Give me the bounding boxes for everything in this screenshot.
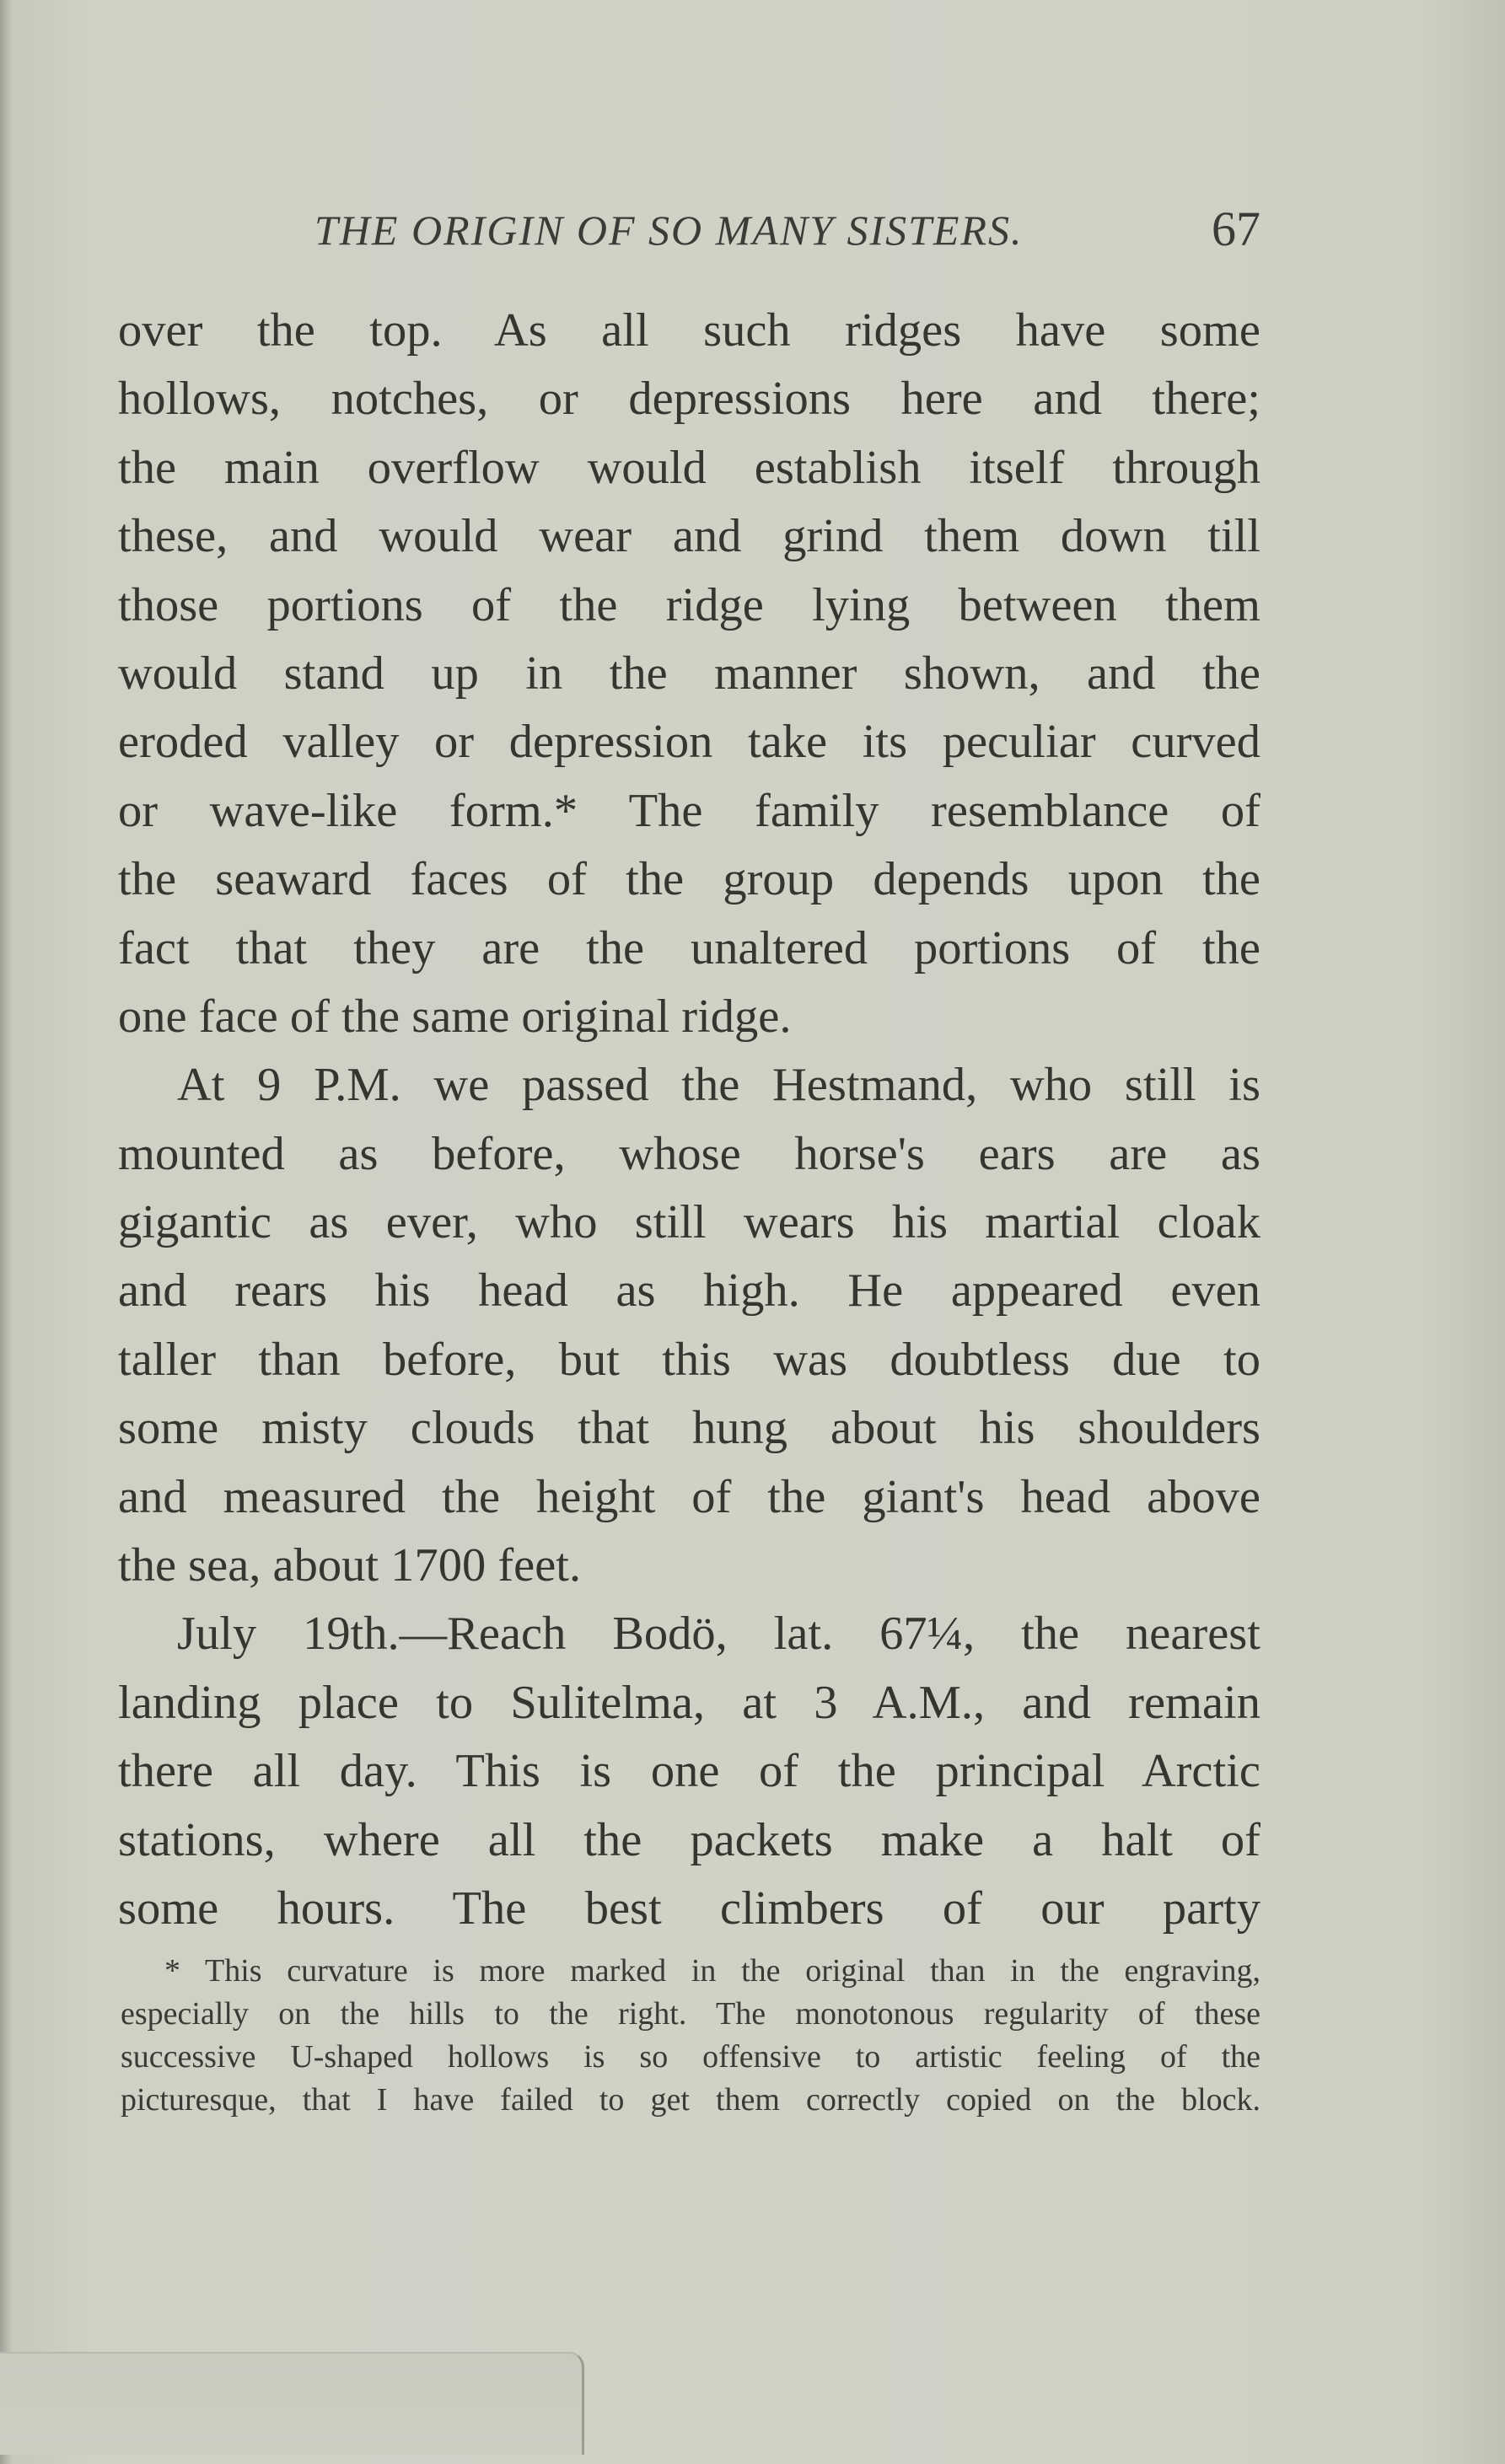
- footnote-line: successive U-shaped hollows is so offensive to artistic feeling of the: [121, 2039, 1260, 2075]
- body-line: eroded valley or depression take its peculiar curved: [118, 716, 1260, 769]
- body-line: hollows, notches, or depressions here and there;: [118, 373, 1260, 426]
- footnote-line: picturesque, that I have failed to get them correctly copied on the block.: [121, 2082, 1260, 2118]
- body-line: some hours. The best climbers of our party: [118, 1882, 1260, 1935]
- body-line: over the top. As all such ridges have some: [118, 304, 1260, 357]
- footnote: [121, 1950, 1260, 2122]
- body-line: or wave-like form.* The family resemblance of: [118, 784, 1260, 837]
- body-line: and measured the height of the giant's head above: [118, 1470, 1260, 1523]
- body-line: and rears his head as high. He appeared even: [118, 1264, 1260, 1318]
- page-fold-mark: [0, 2352, 584, 2455]
- body-line: gigantic as ever, who still wears his martial cloak: [118, 1196, 1260, 1249]
- body-line: the seaward faces of the group depends upon the: [118, 853, 1260, 906]
- body-line: the main overflow would establish itself through: [118, 441, 1260, 494]
- footnote-line: especially on the hills to the right. The monotonous regularity of these: [121, 1996, 1260, 2032]
- body-line: July 19th.—Reach Bodö, lat. 67¼, the nearest: [177, 1608, 1260, 1661]
- body-line: there all day. This is one of the principal Arctic: [118, 1745, 1260, 1798]
- footnote-line: * This curvature is more marked in the original than in the engraving,: [164, 1953, 1260, 1989]
- page-number: 67: [1212, 201, 1260, 256]
- body-line: landing place to Sulitelma, at 3 A.M., and remain: [118, 1676, 1260, 1729]
- body-line: the sea, about 1700 feet.: [118, 1539, 582, 1592]
- running-title: THE ORIGIN OF SO MANY SISTERS.: [314, 207, 1024, 254]
- body-line: one face of the same original ridge.: [118, 990, 792, 1043]
- body-line: these, and would wear and grind them down till: [118, 510, 1260, 563]
- body-line: mounted as before, whose horse's ears are as: [118, 1127, 1260, 1180]
- body-line: fact that they are the unaltered portions of the: [118, 921, 1260, 974]
- body-line: would stand up in the manner shown, and the: [118, 647, 1260, 700]
- running-head: [118, 201, 1260, 268]
- body-line: some misty clouds that hung about his shoulders: [118, 1402, 1260, 1455]
- body-line: those portions of the ridge lying between them: [118, 578, 1260, 631]
- body-text: [118, 297, 1260, 1943]
- page-edge-shadow: [0, 0, 12, 2464]
- body-line: taller than before, but this was doubtless due to: [118, 1333, 1260, 1386]
- body-line: stations, where all the packets make a halt of: [118, 1813, 1260, 1866]
- body-line: At 9 P.M. we passed the Hestmand, who still is: [177, 1059, 1260, 1112]
